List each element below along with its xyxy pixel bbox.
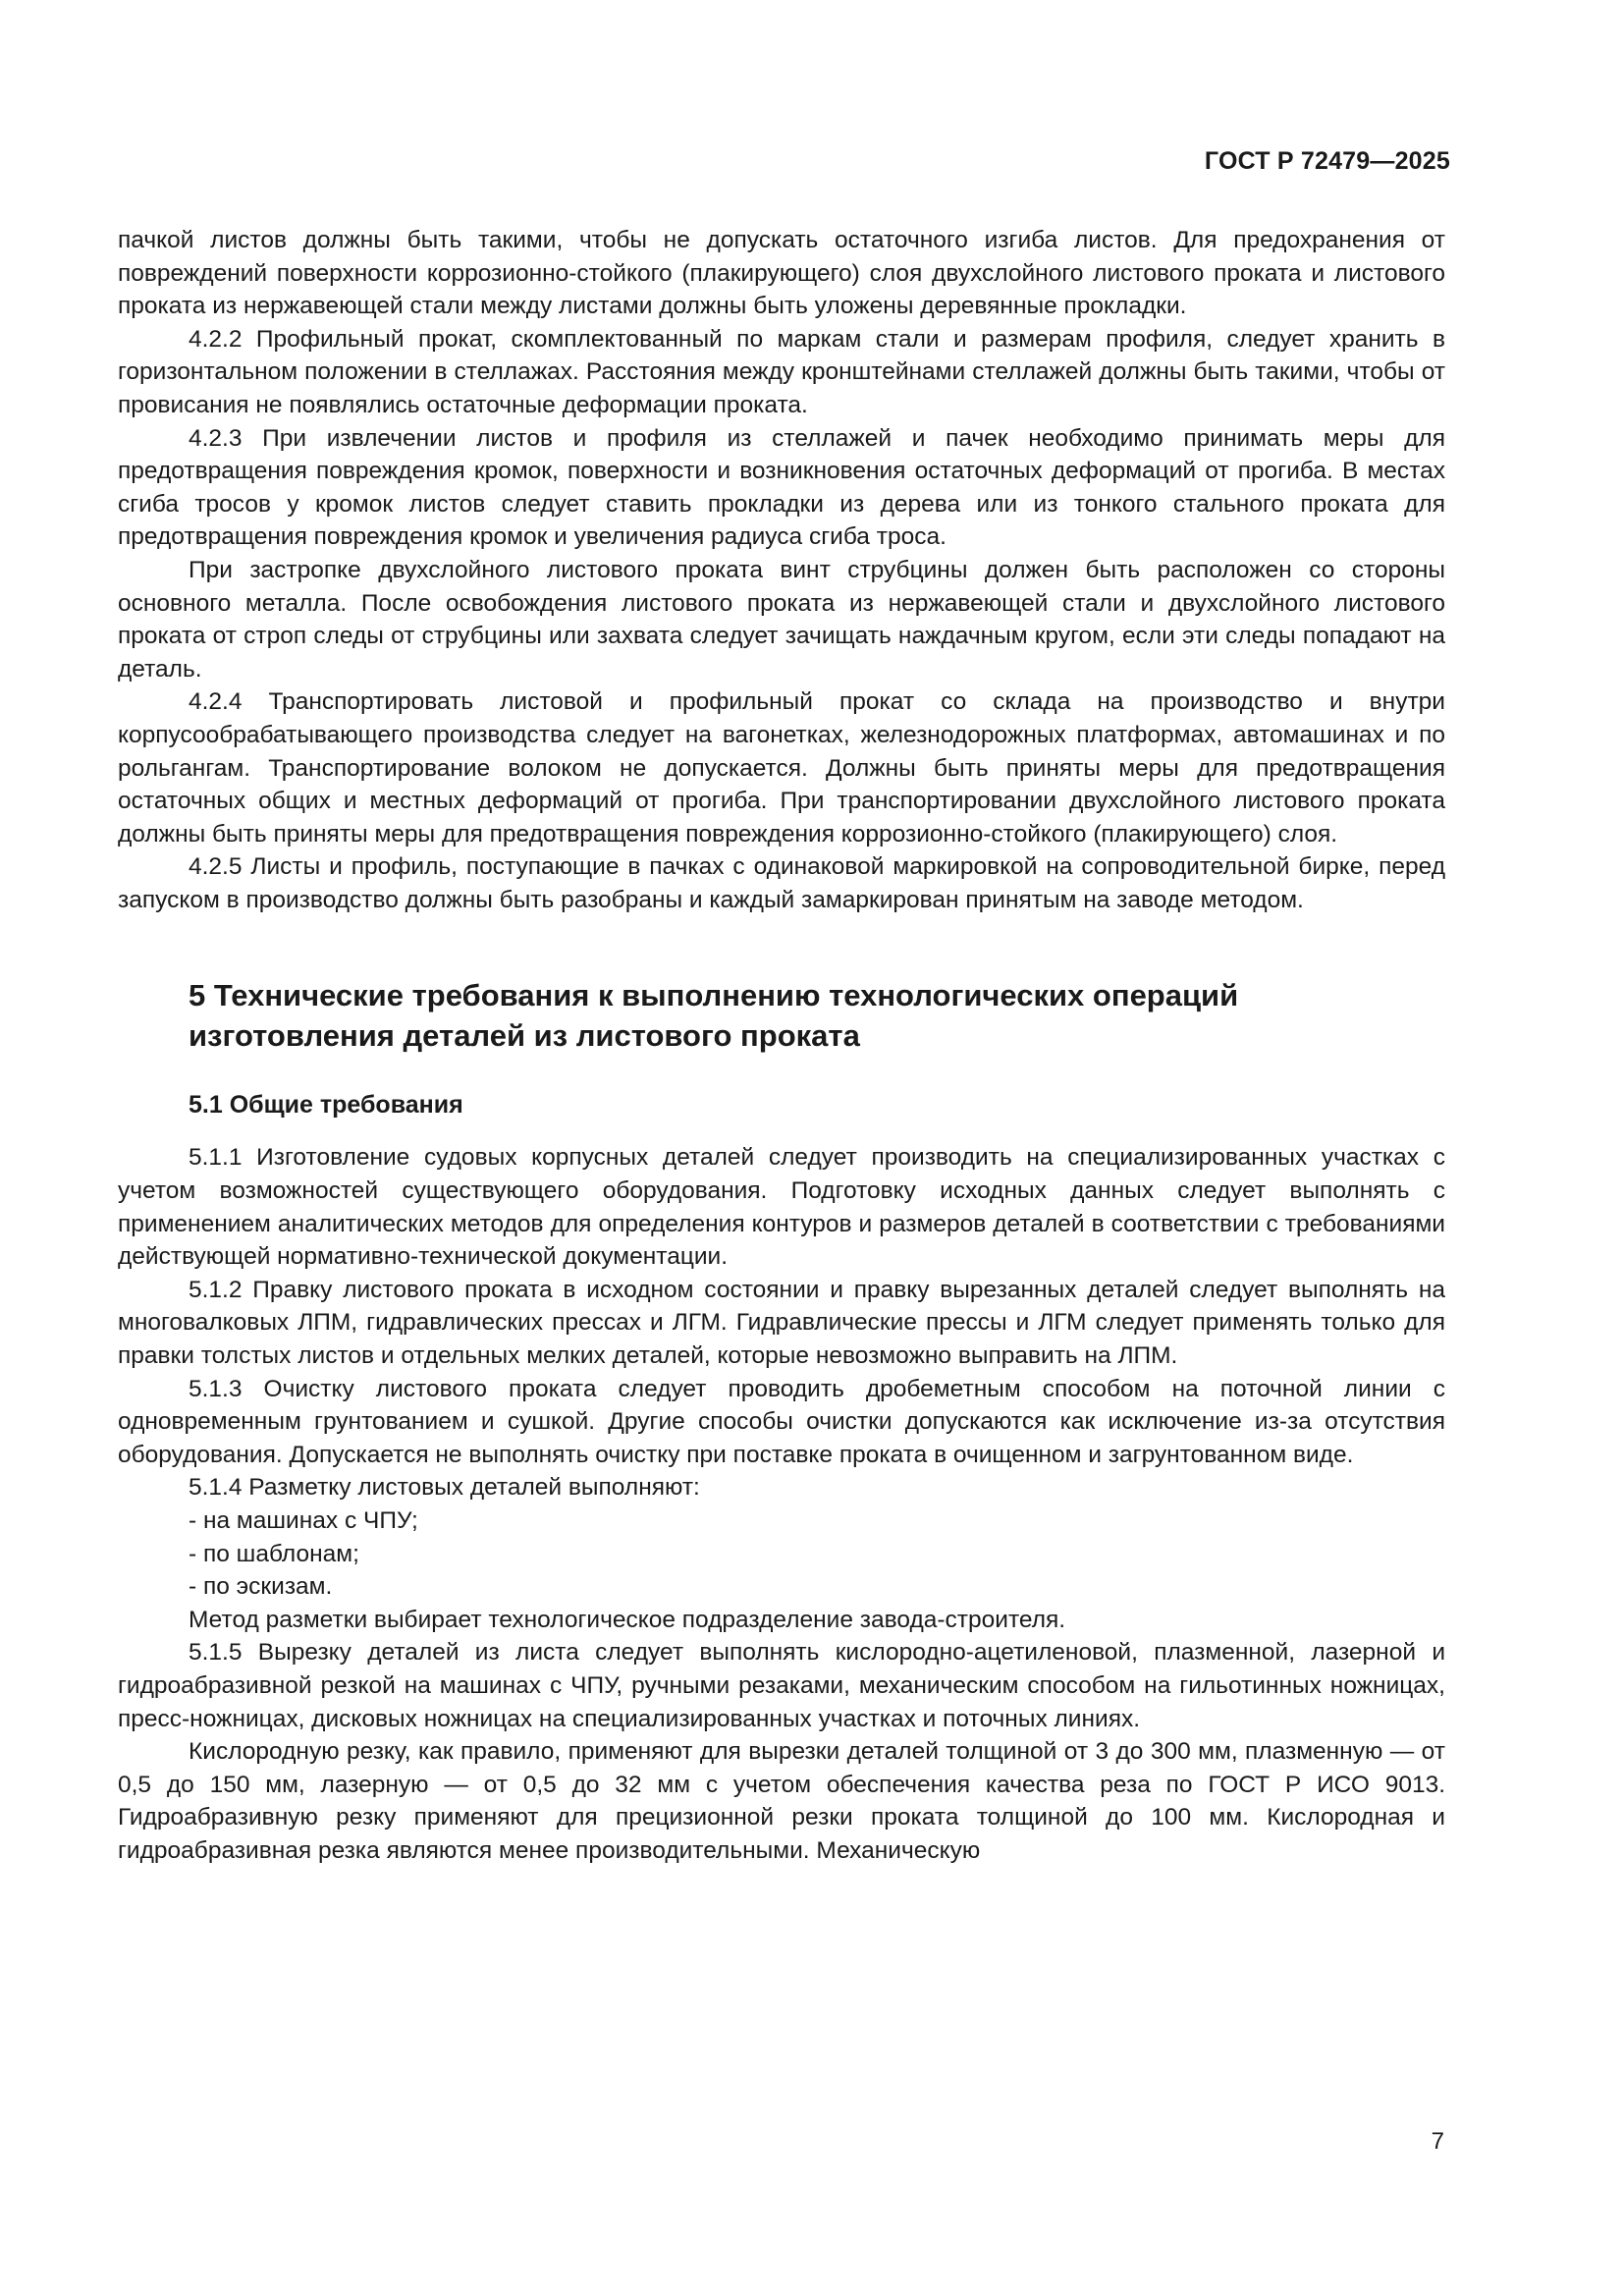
paragraph-4-2-4: 4.2.4 Транспортировать листовой и профильный прокат со склада на производство и внутри корпусообрабатывающего производства следует на вагонетках, железнодорожных платформах, автомашинах и по рольгангам. Транспортирование волоком не допускается. Должны быть приняты меры для предотвращения остаточных общих и местных деформаций от прогиба. При транспортировании двухслойного листового проката должны быть приняты меры для предотвращения повреждения коррозионно-стойкого (плакирующего) слоя. bbox=[118, 688, 1445, 847]
list-item: - на машинах с ЧПУ; bbox=[189, 1507, 418, 1534]
paragraph-cutting-thickness: Кислородную резку, как правило, применяют для вырезки деталей толщиной от 3 до 300 мм, плазменную — от 0,5 до 150 мм, лазерную — от 0,5 до 32 мм с учетом обеспечения качества реза по ГОСТ Р ИСО 9013. Гидроабразивную резку применяют для прецизионной резки проката толщиной до 100 мм. Кислородная и гидроабразивная резка являются менее производительными. Механическую bbox=[118, 1738, 1445, 1864]
paragraph-4-2-5: 4.2.5 Листы и профиль, поступающие в пачках с одинаковой маркировкой на сопроводительной бирке, перед запуском в производство должны быть разобраны и каждый замаркирован принятым на заводе методом. bbox=[118, 853, 1445, 913]
section-5-heading bbox=[118, 975, 1445, 1056]
page-number: 7 bbox=[1431, 2128, 1444, 2155]
paragraph-continuation: пачкой листов должны быть такими, чтобы не допускать остаточного изгиба листов. Для предохранения от повреждений поверхности коррозионно-стойкого (плакирующего) слоя двухслойного листового проката и листового проката из нержавеющей стали между листами должны быть уложены деревянные прокладки. bbox=[118, 227, 1445, 320]
paragraph-5-1-5: 5.1.5 Вырезку деталей из листа следует выполнять кислородно-ацетиленовой, плазменной, лазерной и гидроабразивной резкой на машинах с ЧПУ, ручными резаками, механическим способом на гильотинных ножницах, пресс-ножницах, дисковых ножницах на специализированных участках и поточных линиях. bbox=[118, 1639, 1445, 1732]
list-item: - по шаблонам; bbox=[189, 1540, 359, 1567]
section-5-heading-line2: изготовления деталей из листового проката bbox=[189, 1018, 860, 1054]
document-body bbox=[118, 224, 1445, 1868]
subsection-5-1-heading: 5.1 Общие требования bbox=[189, 1091, 463, 1120]
section-5-heading-line1: 5 Технические требования к выполнению технологических операций bbox=[189, 978, 1239, 1013]
paragraph-5-1-1: 5.1.1 Изготовление судовых корпусных деталей следует производить на специализированных участках с учетом возможностей существующего оборудования. Подготовку исходных данных следует выполнять с применением аналитических методов для определения контуров и размеров деталей в соответствии с требованиями действующей нормативно-технической документации. bbox=[118, 1144, 1445, 1271]
paragraph-4-2-2: 4.2.2 Профильный прокат, скомплектованный по маркам стали и размерам профиля, следует хранить в горизонтальном положении в стеллажах. Расстояния между кронштейнами стеллажей должны быть такими, чтобы от провисания не появлялись остаточные деформации проката. bbox=[118, 325, 1445, 418]
document-code: ГОСТ Р 72479—2025 bbox=[1204, 147, 1450, 175]
paragraph-5-1-4: 5.1.4 Разметку листовых деталей выполняют: bbox=[189, 1474, 700, 1502]
paragraph-4-2-3-slinging: При застропке двухслойного листового проката винт струбцины должен быть расположен со стороны основного металла. После освобождения листового проката из нержавеющей стали и двухслойного листового проката от строп следы от струбцины или захвата следует зачищать наждачным кругом, если эти следы попадают на деталь. bbox=[118, 556, 1445, 683]
paragraph-5-1-2: 5.1.2 Правку листового проката в исходном состоянии и правку вырезанных деталей следует выполнять на многовалковых ЛПМ, гидравлических прессах и ЛГМ. Гидравлические прессы и ЛГМ следует применять только для правки толстых листов и отдельных мелких деталей, которые невозможно выправить на ЛПМ. bbox=[118, 1276, 1445, 1370]
paragraph-marking-method: Метод разметки выбирает технологическое подразделение завода-строителя. bbox=[189, 1606, 1066, 1633]
paragraph-4-2-3: 4.2.3 При извлечении листов и профиля из стеллажей и пачек необходимо принимать меры для предотвращения повреждения кромок, поверхности и возникновения остаточных деформаций от прогиба. В местах сгиба тросов у кромок листов следует ставить прокладки из дерева или из тонкого стального проката для предотвращения повреждения кромок и увеличения радиуса сгиба троса. bbox=[118, 424, 1445, 551]
paragraph-5-1-3: 5.1.3 Очистку листового проката следует проводить дробеметным способом на поточной линии с одновременным грунтованием и сушкой. Другие способы очистки допускаются как исключение из-за отсутствия оборудования. Допускается не выполнять очистку при поставке проката в очищенном и загрунтованном виде. bbox=[118, 1375, 1445, 1468]
list-item: - по эскизам. bbox=[189, 1573, 333, 1601]
